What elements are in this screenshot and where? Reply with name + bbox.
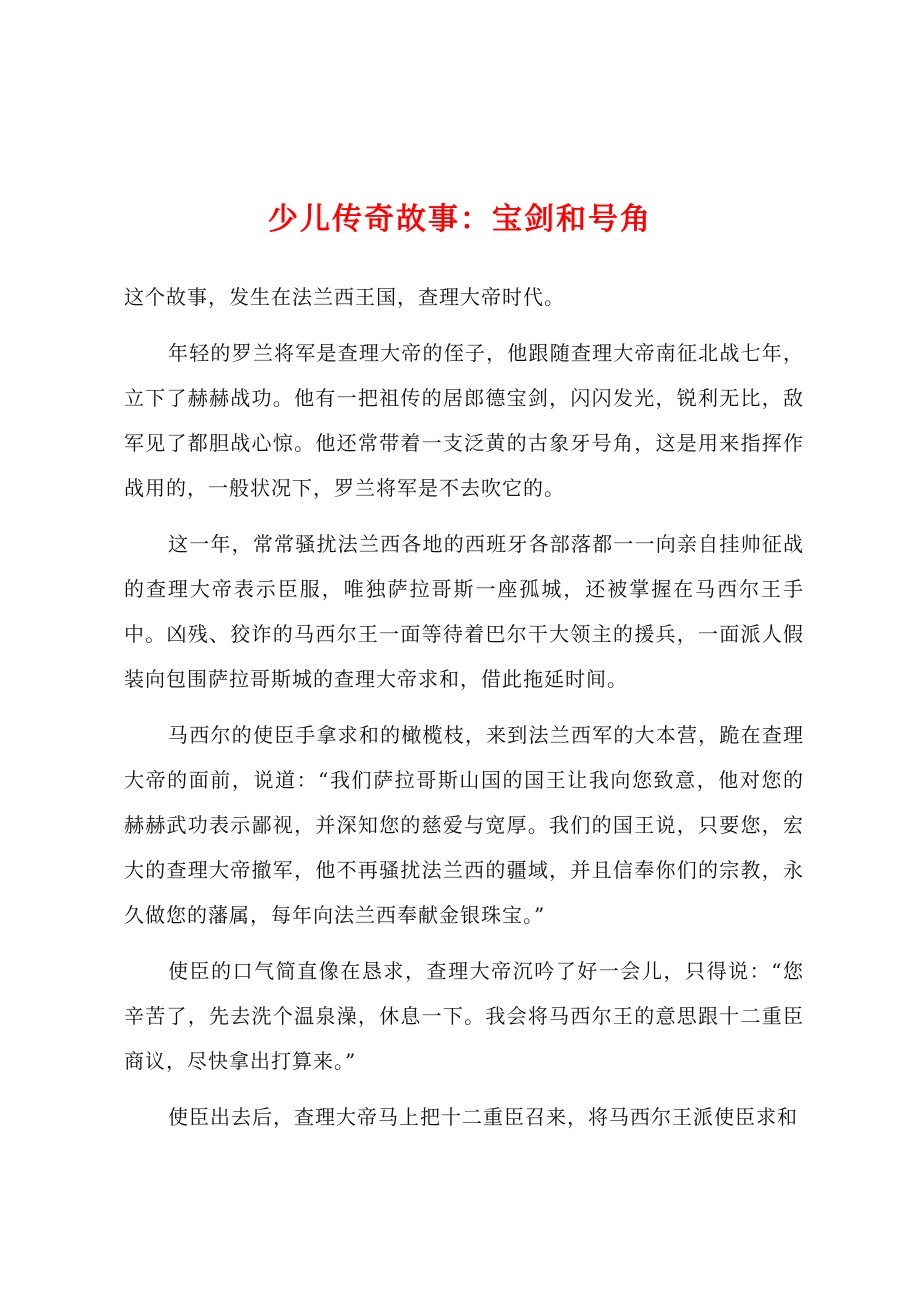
story-body (124, 275, 804, 1151)
paragraph-4: 马西尔的使臣手拿求和的橄榄枝，来到法兰西军的大本营，跪在查理大帝的面前，说道：“我们萨拉哥斯山国的国王让我向您致意，他对您的赫赫武功表示鄙视，并深知您的慈爱与宽厚。我们的国王说，只要您，宏大的查理大帝撤军，他不再骚扰法兰西的疆域，并且信奉你们的宗教，永久做您的藩属，每年向法兰西奉献金银珠宝。” (124, 723, 804, 927)
paragraph-1: 这个故事，发生在法兰西王国，查理大帝时代。 (124, 285, 565, 309)
paragraph-6: 使臣出去后，查理大帝马上把十二重臣召来，将马西尔王派使臣求和 (168, 1105, 798, 1129)
paragraph-3: 这一年，常常骚扰法兰西各地的西班牙各部落都一一向亲自挂帅征战的查理大帝表示臣服，唯独萨拉哥斯一座孤城，还被掌握在马西尔王手中。凶残、狡诈的马西尔王一面等待着巴尔干大领主的援兵，一面派人假装向包围萨拉哥斯城的查理大帝求和，借此拖延时间。 (124, 532, 804, 691)
page-title: 少儿传奇故事：宝剑和号角 (268, 202, 652, 237)
paragraph-5: 使臣的口气简直像在恳求，查理大帝沉吟了好一会儿，只得说：“您辛苦了，先去洗个温泉澡，休息一下。我会将马西尔王的意思跟十二重臣商议，尽快拿出打算来。” (124, 959, 804, 1073)
paragraph-2: 年轻的罗兰将军是查理大帝的侄子，他跟随查理大帝南征北战七年，立下了赫赫战功。他有一把祖传的居郎德宝剑，闪闪发光，锐利无比，敌军见了都胆战心惊。他还常带着一支泛黄的古象牙号角，这是用来指挥作战用的，一般状况下，罗兰将军是不去吹它的。 (124, 341, 804, 500)
